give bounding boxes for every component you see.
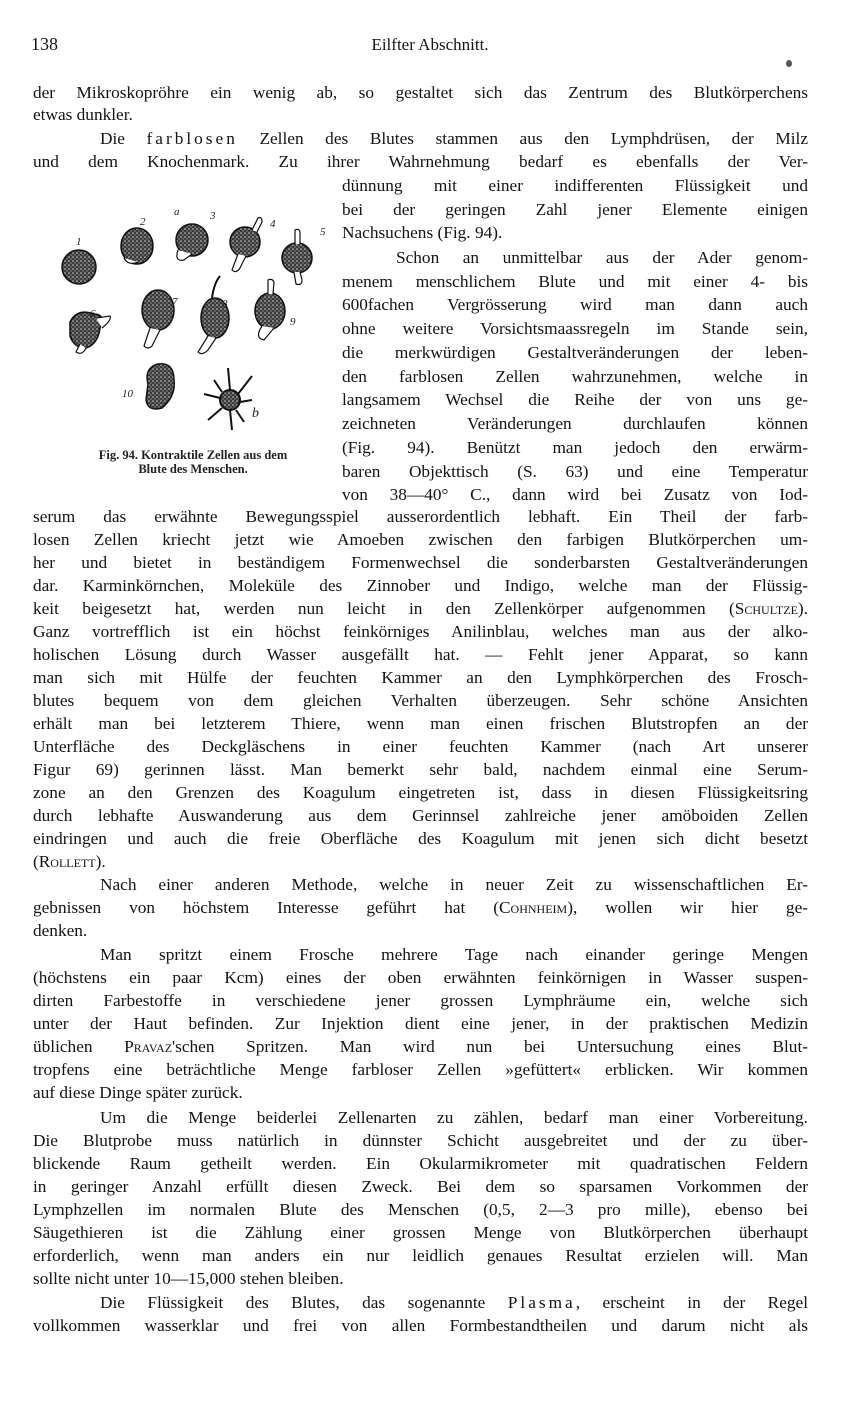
- text-line: in geringer Anzahl erfüllt diesen Zweck. Bei dem so sparsamen Vorkommen der: [33, 1177, 808, 1196]
- cell-label: 5: [320, 226, 326, 238]
- text-line: dar. Karminkörnchen, Moleküle des Zinnober und Indigo, welche man der Flüssig-: [33, 576, 808, 595]
- cell-label: 4: [270, 218, 276, 230]
- text-line: denken.: [33, 921, 88, 940]
- text-line: Ganz vortrefflich ist ein höchst feinkörniges Anilinblau, welches man aus der alko-: [33, 622, 808, 641]
- text-line: blutes bequem von dem gleichen Verhalten überzeugen. Sehr schöne Ansichten: [33, 691, 808, 710]
- text-line: Die farblosen Zellen des Blutes stammen aus den Lymphdrüsen, der Milz: [100, 129, 808, 148]
- text-line: keit beigesetzt hat, werden nun leicht in den Zellenkörper aufgenommen (Schultze).: [33, 599, 808, 618]
- text-line: 600fachen Vergrösserung wird man dann auch: [342, 295, 808, 314]
- text-line: sollte nicht unter 10—15,000 stehen bleiben.: [33, 1269, 344, 1288]
- text-line: Die Blutprobe muss natürlich in dünnster Schicht ausgebreitet und der zu über-: [33, 1131, 808, 1150]
- text-line: und dem Knochenmark. Zu ihrer Wahrnehmung bedarf es ebenfalls der Ver-: [33, 152, 808, 171]
- author-citation: Schultze: [734, 599, 798, 618]
- text-line: menem menschlichem Blute und mit einer 4- bis: [342, 272, 808, 291]
- author-citation: Rollett: [38, 852, 96, 871]
- text-line: gebnissen von höchstem Interesse geführt hat (Cohnheim), wollen wir hier ge-: [33, 898, 808, 917]
- text-line: Nachsuchens (Fig. 94).: [342, 223, 503, 242]
- text-line: unter der Haut befinden. Zur Injektion dient eine jener, in der praktischen Medizin: [33, 1014, 808, 1033]
- text-line: serum das erwähnte Bewegungsspiel ausserordentlich lebhaft. Ein Theil der farb-: [33, 507, 808, 526]
- author-citation: Cohnheim: [499, 898, 568, 917]
- text-line: den farblosen Zellen wahrzunehmen, welche in: [342, 367, 808, 386]
- author-citation: Pravaz: [124, 1037, 173, 1056]
- spaced-term: Plasma: [507, 1293, 576, 1312]
- text-line: Säugethieren ist die Zählung einer grossen Menge von Blutkörperchen überhaupt: [33, 1223, 808, 1242]
- text-line: her und bietet in beständigem Formenwechsel die sonderbarsten Gestaltveränderungen: [33, 553, 808, 572]
- text-line: zone an den Grenzen des Koagulum eingetreten ist, dass in diesen Flüssigkeitsring: [33, 783, 808, 802]
- text-line: (Rollett).: [33, 852, 106, 871]
- text-line: Man spritzt einem Frosche mehrere Tage nach einander geringe Mengen: [100, 945, 808, 964]
- text-line: dünnung mit einer indifferenten Flüssigkeit und: [342, 176, 808, 195]
- text-line: von 38—40° C., dann wird bei Zusatz von Iod-: [342, 485, 808, 504]
- running-head: Eilfter Abschnitt.: [371, 35, 489, 54]
- page-number: 138: [31, 34, 58, 54]
- text-line: Schon an unmittelbar aus der Ader genom-: [396, 248, 808, 267]
- text-line: durch lebhafte Auswanderung aus dem Gerinnsel zahlreiche jener amöboiden Zellen: [33, 806, 808, 825]
- figure-caption: [58, 448, 328, 476]
- text-line: losen Zellen kriecht jetzt wie Amoeben zwischen den farbigen Blutkörperchen um-: [33, 530, 808, 549]
- spaced-term: farblosen: [146, 129, 238, 148]
- text-line: vollkommen wasserklar und frei von allen Formbestandtheilen und darum nicht als: [33, 1316, 808, 1335]
- cell-label: a: [174, 206, 180, 218]
- text-line: holischen Lösung durch Wasser ausgefällt hat. — Fehlt jener Apparat, so kann: [33, 645, 808, 664]
- text-line: auf diese Dinge später zurück.: [33, 1083, 243, 1102]
- text-line: üblichen Pravaz'schen Spritzen. Man wird nun bei Untersuchung eines Blut-: [33, 1037, 808, 1056]
- text-line: Die Flüssigkeit des Blutes, das sogenannte Plasma, erscheint in der Regel: [100, 1293, 808, 1312]
- text-line: zeichneten Veränderungen durchlaufen können: [342, 414, 808, 433]
- cell-label: 9: [290, 316, 296, 328]
- text-line: Figur 69) gerinnen lässt. Man bemerkt sehr bald, nachdem einmal eine Serum-: [33, 760, 808, 779]
- cell-label: 1: [76, 236, 82, 248]
- text-line: Lymphzellen im normalen Blute des Menschen (0,5, 2—3 pro mille), ebenso bei: [33, 1200, 808, 1219]
- text-line: tropfens eine beträchtliche Menge farbloser Zellen »gefüttert« erblicken. Wir kommen: [33, 1060, 808, 1079]
- text-line: (höchstens ein paar Kcm) eines der oben erwähnten feinkörnigen in Wasser suspen-: [33, 968, 808, 987]
- cell-label: 8: [222, 298, 228, 310]
- text-line: erforderlich, wenn man anders ein nur leidlich genaues Resultat erzielen will. Man: [33, 1246, 808, 1265]
- text-line: die merkwürdigen Gestaltveränderungen der leben-: [342, 343, 808, 362]
- text-line: Um die Menge beiderlei Zellenarten zu zählen, bedarf man einer Vorbereitung.: [100, 1108, 808, 1127]
- text-line: baren Objekttisch (S. 63) und eine Temperatur: [342, 462, 808, 481]
- ink-speck: [786, 60, 792, 67]
- cell-label: 10: [122, 388, 133, 400]
- caption-line: Fig. 94. Kontraktile Zellen aus dem: [98, 448, 288, 462]
- text-line: erhält man bei letzterem Thiere, wenn man einen frischen Blutstropfen an der: [33, 714, 808, 733]
- text-line: (Fig. 94). Benützt man jedoch den erwärm-: [342, 438, 808, 457]
- cell-label: 7: [172, 296, 178, 308]
- cell-label: 2: [140, 216, 146, 228]
- text-line: der Mikroskopröhre ein wenig ab, so gestaltet sich das Zentrum des Blutkörperchens: [33, 83, 808, 102]
- figure-94-contractile-cells: [52, 188, 342, 433]
- caption-line: Blute des Menschen.: [138, 462, 248, 476]
- text-line: eindringen und auch die freie Oberfläche des Koagulum mit jenen sich dicht besetzt: [33, 829, 808, 848]
- text-line: Nach einer anderen Methode, welche in neuer Zeit zu wissenschaftlichen Er-: [100, 875, 808, 894]
- text-line: Unterfläche des Deckgläschens in einer feuchten Kammer (nach Art unserer: [33, 737, 808, 756]
- text-line: bei der geringen Zahl jener Elemente einigen: [342, 200, 808, 219]
- cell-label: b: [252, 406, 259, 421]
- text-line: ohne weitere Vorsichtsmaassregeln im Stande sein,: [342, 319, 808, 338]
- text-line: etwas dunkler.: [33, 105, 133, 124]
- cell-label: 6: [90, 308, 96, 320]
- text-line: langsamem Wechsel die Reihe der von uns ge-: [342, 390, 808, 409]
- cell-label: 3: [210, 210, 216, 222]
- text-line: blickende Raum getheilt werden. Ein Okularmikrometer mit quadratischen Feldern: [33, 1154, 808, 1173]
- text-line: man sich mit Hülfe der feuchten Kammer an den Lymphkörperchen des Frosch-: [33, 668, 808, 687]
- text-line: dirten Farbestoffe in verschiedene jener grossen Lymphräume ein, welche sich: [33, 991, 808, 1010]
